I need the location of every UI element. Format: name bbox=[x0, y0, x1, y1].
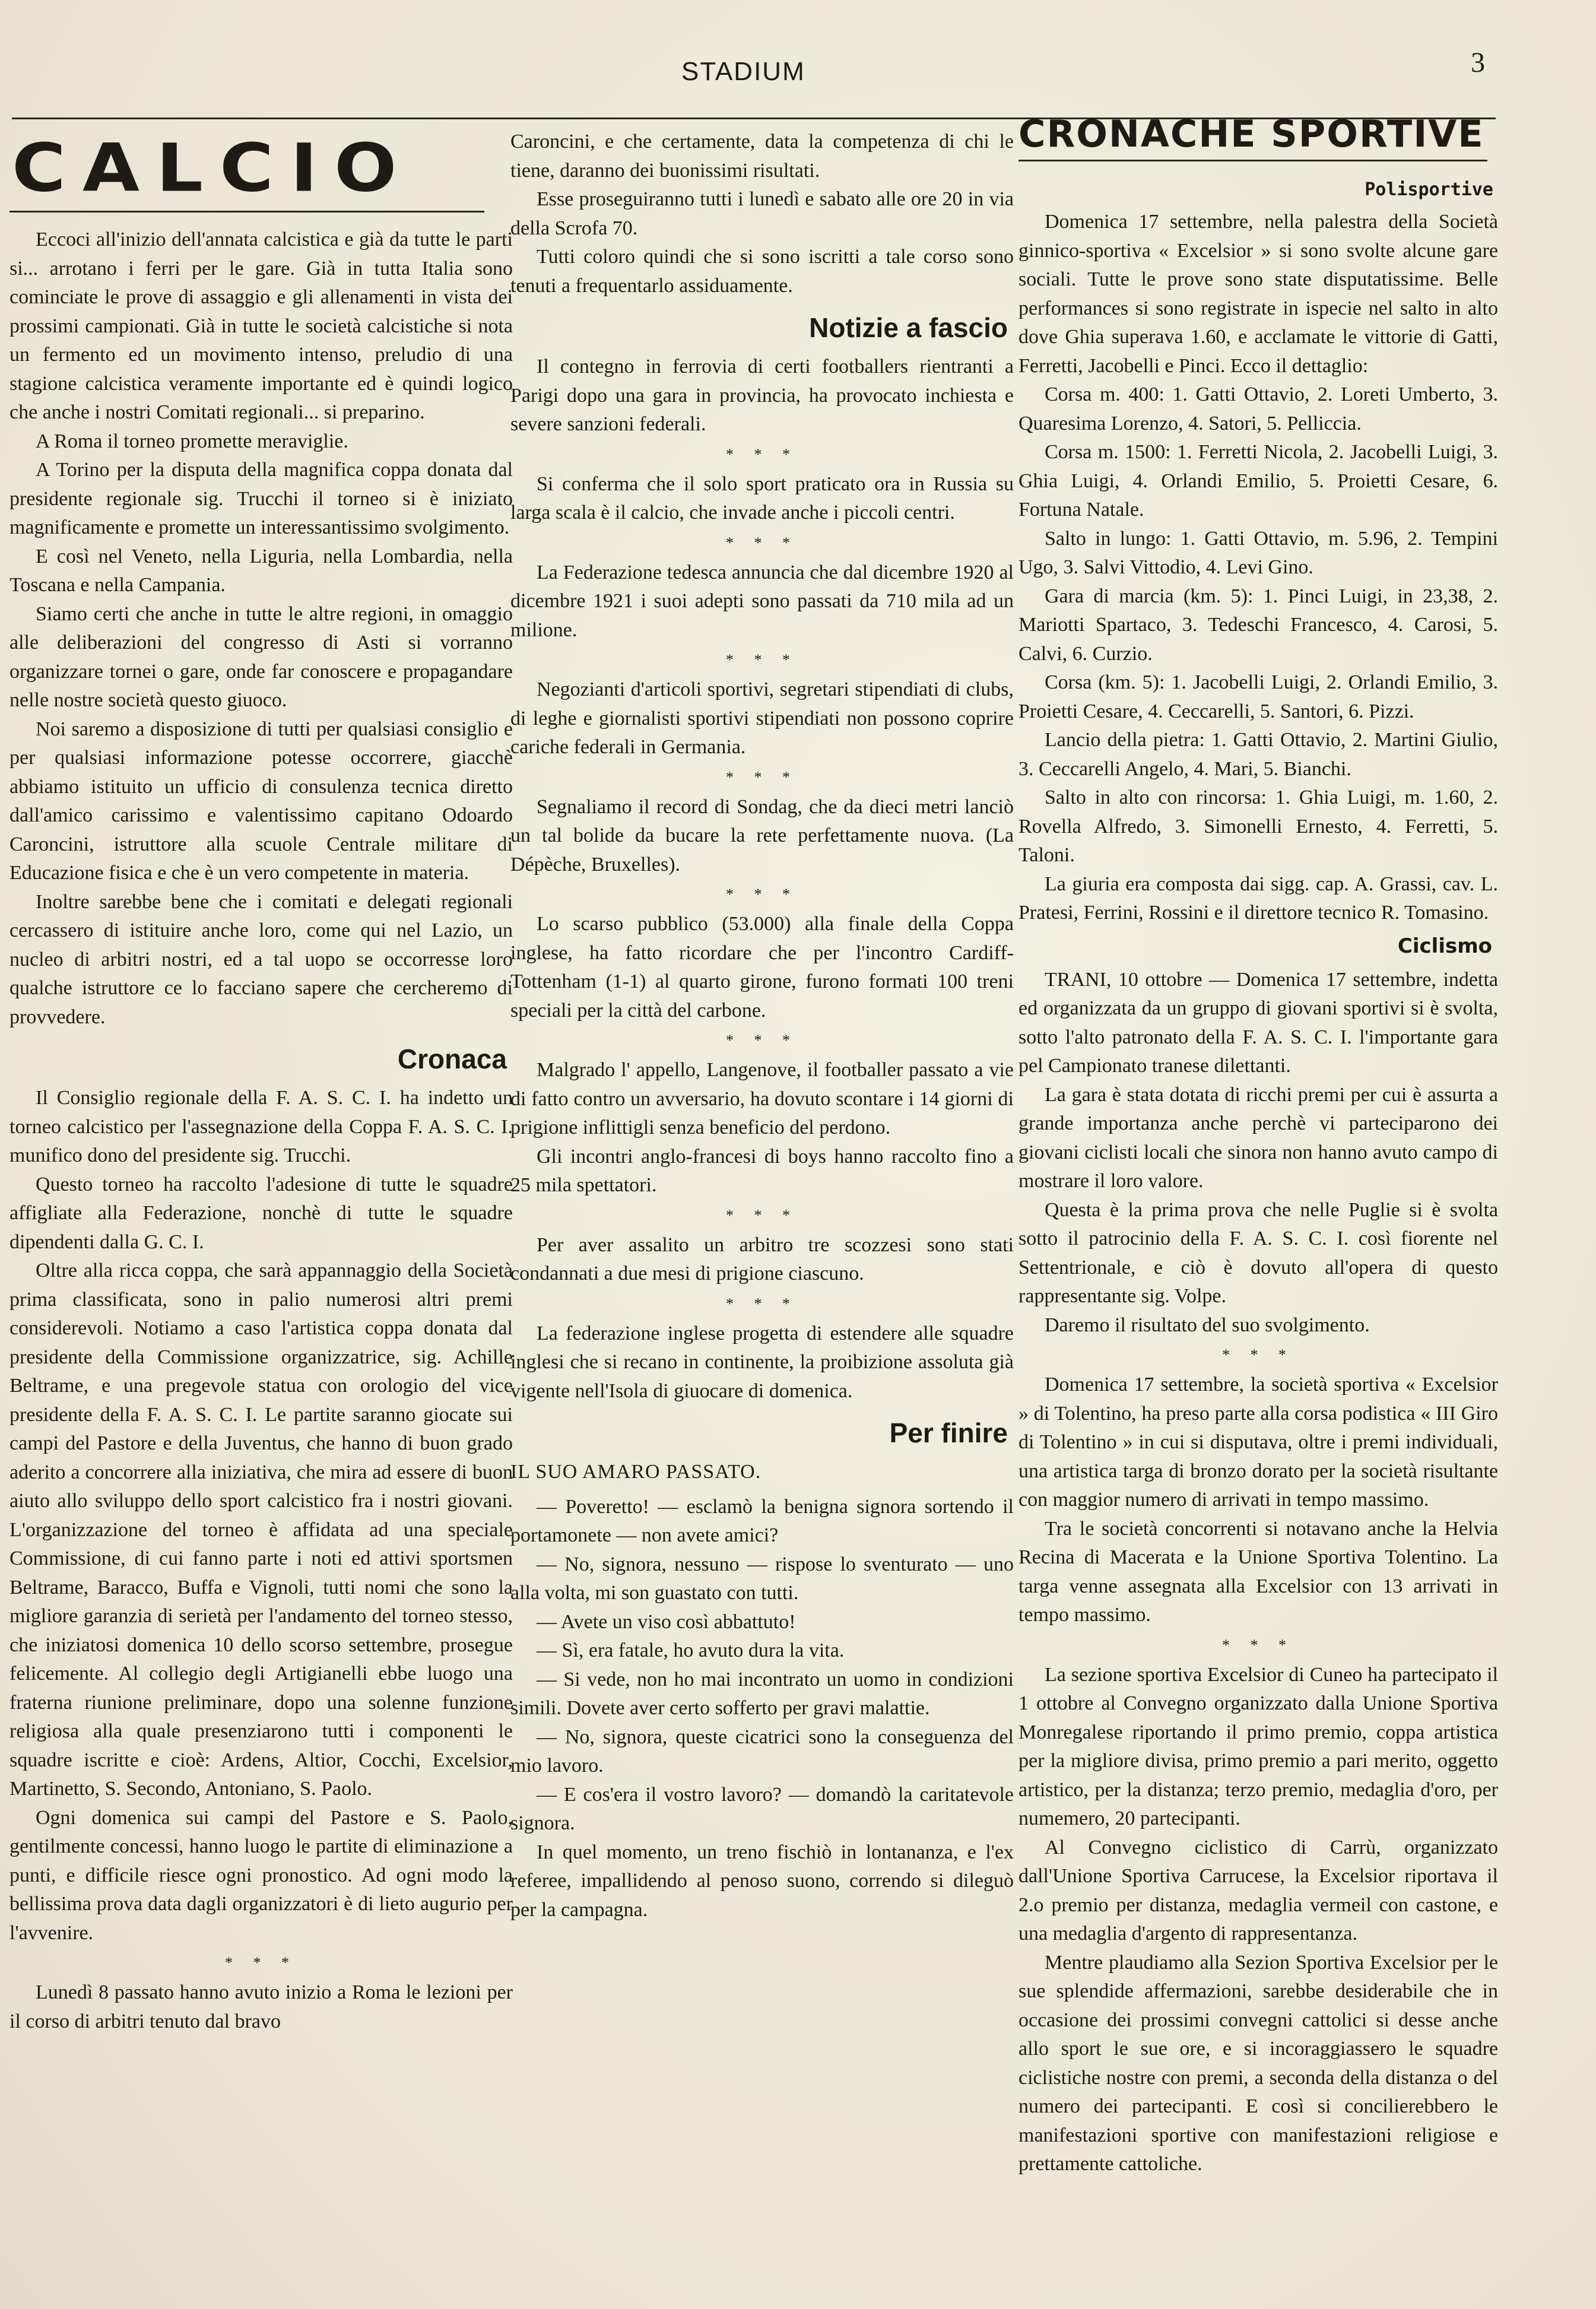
section-separator: * * * bbox=[726, 1206, 798, 1224]
cronache-title: CRONACHE SPORTIVE bbox=[1018, 112, 1484, 156]
section-separator: * * * bbox=[726, 886, 798, 903]
calcio-paragraph: Noi saremo a disposizione di tutti per qualsiasi consiglio e per qualsiasi informazione potesse occorrere, giacchè abbiamo istituito un ufficio di consulenza tecnica diretto dall'amico carissimo e valentissimo capitano Odoardo Caroncini, istruttore alla scuole Centrale militare di Educazione fisica e che è un vero competente in materia. bbox=[9, 718, 513, 884]
calcio-paragraph: E così nel Veneto, nella Liguria, nella Lombardia, nella Toscana e nella Campania. bbox=[9, 545, 513, 596]
cronaca-paragraph: Ogni domenica sui campi del Pastore e S. Paolo, gentilmente concessi, hanno luogo le partite di eliminazione a punti, e difficile riesce ogni pronostico. Ad ogni modo la bellissima prova data dagli organizzatori è di lieto augurio per l'avvenire. bbox=[9, 1806, 513, 1944]
section-separator: * * * bbox=[1222, 1346, 1294, 1363]
cronaca-paragraph: Lunedì 8 passato hanno avuto inizio a Roma le lezioni per il corso di arbitri tenuto dal bravo bbox=[9, 1981, 513, 2032]
continued-paragraph: Caroncini, e che certamente, data la competenza di chi le tiene, daranno dei buonissimi risultati. bbox=[510, 131, 1014, 182]
story-line: — E cos'era il vostro lavoro? — domandò la caritatevole signora. bbox=[510, 1783, 1014, 1834]
result-line: Lancio della pietra: 1. Gatti Ottavio, 2. Martini Giulio, 3. Ceccarelli Angelo, 4. Mari, 5. Bianchi. bbox=[1018, 729, 1498, 780]
polisportive-heading: Polisportive bbox=[1365, 179, 1493, 200]
per-finire-heading: Per finire bbox=[889, 1417, 1008, 1448]
news-item: Negozianti d'articoli sportivi, segretari stipendiati di clubs, di leghe e giornalisti sportivi stipendiati non possono coprire cariche federali in Germania. bbox=[510, 678, 1014, 758]
news-item: Si conferma che il solo sport praticato ora in Russia su larga scala è il calcio, che invade anche i piccoli centri. bbox=[510, 472, 1014, 524]
calcio-paragraph: A Torino per la disputa della magnifica coppa donata dal presidente regionale sig. Trucchi il torneo si è iniziato magnificamente e promette un interessantissimo svolgimento. bbox=[9, 459, 513, 538]
calcio-paragraph: Inoltre sarebbe bene che i comitati e delegati regionali cercassero di istituire anche loro, come qui nel Lazio, un nucleo di arbitri nostri, ed a tal uopo se occorresse loro qualche istruttore ce lo facciano sapere che cercheremo di provvedere. bbox=[9, 890, 513, 1028]
paragraph: Daremo il risultato del suo svolgimento. bbox=[1045, 1314, 1370, 1336]
column-calcio bbox=[9, 128, 513, 2036]
notizie-heading: Notizie a fascio bbox=[809, 312, 1008, 343]
result-line: Corsa m. 1500: 1. Ferretti Nicola, 2. Jacobelli Luigi, 3. Ghia Luigi, 4. Orlandi Emilio, 5. Proietti Cesare, 6. Fortuna Natale. bbox=[1018, 441, 1498, 521]
story-line: — No, signora, queste cicatrici sono la conseguenza del mio lavoro. bbox=[510, 1726, 1014, 1777]
page-header bbox=[0, 47, 1596, 118]
paragraph: La sezione sportiva Excelsior di Cuneo ha partecipato il 1 ottobre al Convegno organizzato dalla Unione Sportiva Monregalese riportando il primo premio, coppa artistica per la migliore divisa, primo premio a pari merito, oggetto artistico, per la distanza; terzo premio, medaglia d'oro, per numemero, 20 partecipanti. bbox=[1018, 1663, 1498, 1829]
news-item: Per aver assalito un arbitro tre scozzesi sono stati condannati a due mesi di prigione ciascuno. bbox=[510, 1233, 1014, 1284]
news-item: Lo scarso pubblico (53.000) alla finale della Coppa inglese, ha fatto ricordare che per l'incontro Cardiff-Tottenham (1-1) al quarto girone, furono formati 100 treni speciali per la città del carbone. bbox=[510, 913, 1014, 1022]
story-line: — Poveretto! — esclamò la benigna signora sortendo il portamonete — non avete amici? bbox=[510, 1495, 1014, 1546]
story-line: In quel momento, un treno fischiò in lontananza, e l'ex referee, impallidendo al penoso suono, correndo si dileguò per la campagna. bbox=[510, 1841, 1014, 1921]
result-line: Salto in alto con rincorsa: 1. Ghia Luigi, m. 1.60, 2. Rovella Alfredo, 3. Simonelli Ernesto, 4. Ferretti, 5. Taloni. bbox=[1018, 786, 1498, 866]
story-line: — Sì, era fatale, ho avuto dura la vita. bbox=[537, 1639, 845, 1661]
paragraph: TRANI, 10 ottobre — Domenica 17 settembre, indetta ed organizzata da un gruppo di giovani sportivi si è svolta, sotto l'alto patronato della F. A. S. C. I. l'importante gara pel Campionato tranese dilettanti. bbox=[1018, 968, 1498, 1077]
paragraph: Domenica 17 settembre, la società sportiva « Excelsior » di Tolentino, ha preso parte alla corsa podistica « III Giro di Tolentino » in cui si disputava, oltre i premi individuali, una artistica targa di bronzo dorato per la società risultante con maggior numero di arrivati in tempo massimo. bbox=[1018, 1374, 1498, 1511]
news-item: Il contegno in ferrovia di certi footballers rientranti a Parigi dopo una gara in provincia, ha provocato inchiesta e severe sanzioni federali. bbox=[510, 356, 1014, 435]
page-number: 3 bbox=[1471, 47, 1485, 78]
paragraph: Mentre plaudiamo alla Sezion Sportiva Excelsior per le sue splendide affermazioni, sarebbe desiderabile che in occasione dei prossimi convegni cattolici si desse anche allo sport le sue ore, e si incoraggiassero le squadre ciclistiche nostre con premi, a seconda della distanza o del numero dei partecipanti. E così si concilierebbero le manifestazioni sportive con manifestazioni religiose e prettamente cattoliche. bbox=[1018, 1951, 1498, 2175]
story-title: IL SUO AMARO PASSATO. bbox=[510, 1461, 761, 1483]
paragraph: Tra le società concorrenti si notavano anche la Helvia Recina di Macerata e la Unione Sportiva Tolentino. La targa venne assegnata alla Excelsior con 13 arrivati in tempo massimo. bbox=[1018, 1517, 1498, 1626]
result-line: Gara di marcia (km. 5): 1. Pinci Luigi, in 23,38, 2. Mariotti Spartaco, 3. Tedeschi Francesco, 4. Carosi, 5. Calvi, 6. Curzio. bbox=[1018, 585, 1498, 665]
story-line: — Avete un viso così abbattuto! bbox=[537, 1610, 796, 1633]
paragraph: La giuria era composta dai sigg. cap. A. Grassi, cav. L. Pratesi, Ferrini, Rossini e il direttore tecnico R. Tomasino. bbox=[1018, 873, 1498, 924]
paragraph: Al Convegno ciclistico di Carrù, organizzato dall'Unione Sportiva Carrucese, la Excelsior riportava il 2.o premio per distanza, medaglia vermeil con castone, e una medaglia d'argento di rappresentanza. bbox=[1018, 1836, 1498, 1945]
section-separator: * * * bbox=[225, 1954, 297, 1971]
result-line: Salto in lungo: 1. Gatti Ottavio, m. 5.96, 2. Tempini Ugo, 3. Salvi Vittodio, 4. Levi Gino. bbox=[1018, 527, 1498, 578]
result-line: Corsa m. 400: 1. Gatti Ottavio, 2. Loreti Umberto, 3. Quaresima Lorenzo, 4. Satori, 5. Pelliccia. bbox=[1018, 383, 1498, 434]
column-notizie bbox=[510, 128, 1014, 1924]
paragraph: Tutti coloro quindi che si sono iscritti a tale corso sono tenuti a frequentarlo assiduamente. bbox=[510, 246, 1014, 297]
cronaca-paragraph: Il Consiglio regionale della F. A. S. C. I. ha indetto un torneo calcistico per l'assegnazione della Coppa F. A. S. C. I. munifico dono del presidente sig. Trucchi. bbox=[9, 1087, 513, 1166]
news-item: La federazione inglese progetta di estendere alle squadre inglesi che si recano in continente, la proibizione assoluta già vigente nell'Isola di giuocare di domenica. bbox=[510, 1322, 1014, 1402]
section-separator: * * * bbox=[726, 768, 798, 786]
calcio-paragraph: Eccoci all'inizio dell'annata calcistica e già da tutte le parti si... arrotano i ferri per le gare. Già in tutta Italia sono cominciate le prove di assaggio e gli allenamenti in vista dei prossimi campionati. Già in tutte le società calcistiche si nota un fermento ed un movimento intenso, preludio di una stagione calcistica veramente importante ed è quindi logico che anche i nostri Comitati regionali... si preparino. bbox=[9, 229, 513, 423]
cronaca-paragraph: Oltre alla ricca coppa, che sarà appannaggio della Società prima classificata, sono in palio numerosi altri premi considerevoli. Notiamo a caso l'artistica coppa donata dal presidente della Commissione organizzatrice, sig. Achille Beltrame, e una pregevole statua con orologio del vice presidente della F. A. S. C. I. Le partite saranno giocate sui campi del Pastore e della Juventus, che hanno di buon grado aderito a concorrere alla iniziativa, che mira ad essere di buon aiuto allo sviluppo dello sport calcistico fra i nostri giovani. L'organizzazione del torneo è affidata ad una speciale Commissione, di cui fanno parte i noti ed attivi sportsmen Beltrame, Baracco, Buffa e Vignoli, tutti nomi che sono la migliore garanzia di serietà per l'andamento del torneo stesso, che iniziatosi domenica 10 dello scorso settembre, prosegue felicemente. Al collegio degli Artigianelli ebbe luogo una fraterna riunione preliminare, dopo una solenne funzione religiosa alla quale presenziarono tutti i componenti le squadre iscritte e cioè: Ardens, Altior, Cocchi, Excelsior, Martinetto, S. Secondo, Antoniano, S. Paolo. bbox=[9, 1260, 513, 1800]
section-separator: * * * bbox=[726, 1032, 798, 1049]
section-separator: * * * bbox=[726, 651, 798, 668]
section-separator: * * * bbox=[1222, 1636, 1294, 1654]
story-line: — Si vede, non ho mai incontrato un uomo in condizioni simili. Dovete aver certo sofferto per gravi malattie. bbox=[510, 1668, 1014, 1719]
calcio-paragraph: A Roma il torneo promette meraviglie. bbox=[36, 430, 348, 452]
calcio-title: CALCIO bbox=[12, 129, 414, 207]
column-cronache bbox=[1018, 112, 1498, 2179]
news-item: Gli incontri anglo-francesi di boys hanno raccolto fino a 25 mila spettatori. bbox=[510, 1145, 1014, 1196]
section-separator: * * * bbox=[726, 534, 798, 551]
news-item: Segnaliamo il record di Sondag, che da dieci metri lanciò un tal bolide da bucare la rete perfettamente nuova. (La Dépèche, Bruxelles). bbox=[510, 795, 1014, 876]
cronaca-paragraph: Questo torneo ha raccolto l'adesione di tutte le squadre affigliate alla Federazione, nonchè di tutte le squadre dipendenti dalla G. C. I. bbox=[9, 1173, 513, 1253]
paragraph: Esse proseguiranno tutti i lunedì e sabato alle ore 20 in via della Scrofa 70. bbox=[510, 188, 1014, 239]
masthead-title: STADIUM bbox=[681, 57, 805, 86]
news-item: Malgrado l' appello, Langenove, il footballer passato a vie di fatto contro un avversario, ha dovuto scontare i 14 giorni di prigione inflittigli senza beneficio del perdono. bbox=[510, 1059, 1014, 1138]
ciclismo-heading: Ciclismo bbox=[1397, 934, 1492, 958]
cronaca-heading: Cronaca bbox=[397, 1044, 507, 1074]
story-line: — No, signora, nessuno — rispose lo sventurato — uno alla volta, mi son guastato con tutti. bbox=[510, 1553, 1014, 1604]
title-rule bbox=[9, 211, 484, 212]
paragraph: La gara è stata dotata di ricchi premi per cui è assurta a grande importanza anche perchè vi parteciparono dei giovani ciclisti locali che sinora non hanno avuto campo di mostrare il loro valore. bbox=[1018, 1083, 1498, 1192]
section-separator: * * * bbox=[726, 445, 798, 463]
section-separator: * * * bbox=[726, 1295, 798, 1312]
calcio-paragraph: Siamo certi che anche in tutte le altre regioni, in omaggio alle deliberazioni del congresso di Asti si vorranno organizzare tornei o gare, onde far conoscere e propagandare nelle nostre società questo giuoco. bbox=[9, 602, 513, 711]
news-item: La Federazione tedesca annuncia che dal dicembre 1920 al dicembre 1921 i suoi adepti sono passati da 710 mila ad un milione. bbox=[510, 561, 1014, 641]
result-line: Corsa (km. 5): 1. Jacobelli Luigi, 2. Orlandi Emilio, 3. Proietti Cesare, 4. Ceccarelli, 5. Santori, 6. Pizzi. bbox=[1018, 671, 1498, 722]
title-rule bbox=[1018, 160, 1487, 161]
paragraph: Domenica 17 settembre, nella palestra della Società ginnico-sportiva « Excelsior » si sono svolte alcune gare sociali. Tutte le prove sono state disputatissime. Belle performances si sono registrate in ispecie nel salto in alto dove Ghia superava 1.60, e acclamate le vittorie di Gatti, Ferretti, Jacobelli e Pinci. Ecco il dettaglio: bbox=[1018, 211, 1498, 377]
paragraph: Questa è la prima prova che nelle Puglie si è svolta sotto il patrocinio della F. A. S. C. I. così fiorente nel Settentrionale, e ciò è dovuto all'opera di questo rappresentante sig. Volpe. bbox=[1018, 1198, 1498, 1307]
